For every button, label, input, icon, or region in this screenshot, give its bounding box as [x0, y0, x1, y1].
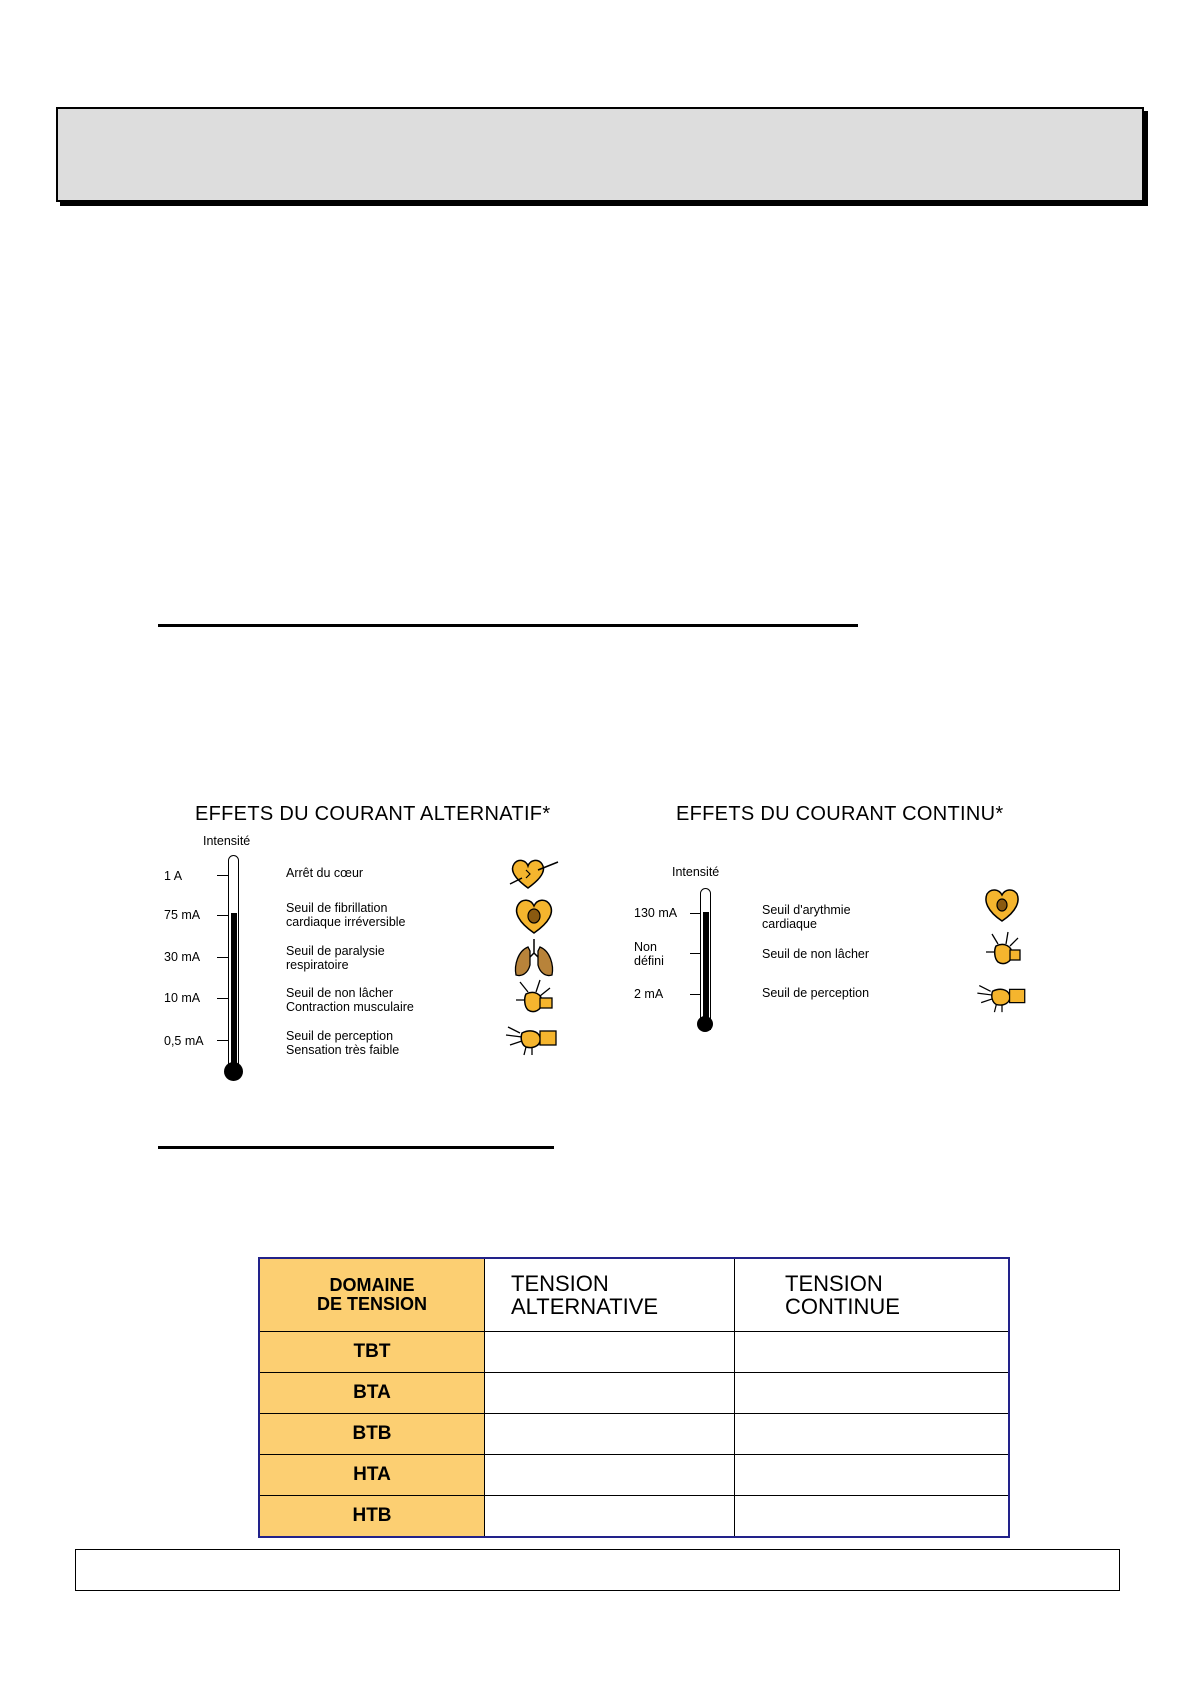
dc-level-value: Non défini — [634, 940, 664, 968]
ac-level-value: 10 mA — [164, 991, 201, 1005]
dc-panel-title: EFFETS DU COURANT CONTINU* — [676, 803, 1004, 825]
dc-level-effect: Seuil d'arythmie cardiaque — [762, 903, 851, 931]
domain-cell: HTA — [259, 1455, 485, 1496]
domain-cell: BTB — [259, 1414, 485, 1455]
hand-perception-icon — [974, 978, 1030, 1014]
dc-thermometer-mercury — [703, 912, 709, 1022]
dc-value-cell[interactable] — [735, 1455, 1010, 1496]
domain-cell: TBT — [259, 1332, 485, 1373]
table-row — [259, 1373, 1009, 1414]
dc-value-cell[interactable] — [735, 1496, 1010, 1538]
heart-fibrillation-icon — [512, 896, 556, 936]
dc-axis-label: Intensité — [672, 865, 720, 879]
title-banner — [56, 107, 1144, 202]
ac-axis-label: Intensité — [203, 834, 251, 848]
ac-level-value: 75 mA — [164, 908, 201, 922]
dc-level-effect: Seuil de non lâcher — [762, 947, 870, 961]
ac-tick-4 — [217, 998, 229, 999]
lungs-icon — [512, 937, 556, 979]
ac-level-value: 1 A — [164, 869, 183, 883]
table-row — [259, 1455, 1009, 1496]
ac-tick-5 — [217, 1040, 229, 1041]
section-underline-2 — [158, 1146, 554, 1149]
dc-value-cell[interactable] — [735, 1332, 1010, 1373]
dc-level-value: 2 mA — [634, 987, 664, 1001]
header-alternating: TENSION ALTERNATIVE — [485, 1258, 735, 1332]
dc-level-value: 130 mA — [634, 906, 678, 920]
ac-level-effect: Seuil de non lâcher Contraction musculaire — [286, 986, 414, 1014]
ac-panel-title: EFFETS DU COURANT ALTERNATIF* — [195, 803, 551, 825]
domain-cell: BTA — [259, 1373, 485, 1414]
table-row — [259, 1496, 1009, 1538]
voltage-domain-table — [258, 1257, 1010, 1538]
section-underline-1 — [158, 624, 858, 627]
heart-arrest-icon — [508, 856, 564, 892]
ac-tick-3 — [217, 957, 229, 958]
ac-tick-1 — [217, 875, 229, 876]
table-header-row — [259, 1258, 1009, 1332]
ac-value-cell[interactable] — [485, 1455, 735, 1496]
dc-level-effect: Seuil de perception — [762, 986, 870, 1000]
shocked-hand-icon — [984, 930, 1024, 970]
dc-value-cell[interactable] — [735, 1414, 1010, 1455]
ac-value-cell[interactable] — [485, 1332, 735, 1373]
dc-thermometer-bulb — [697, 1016, 713, 1032]
ac-level-effect: Seuil de fibrillation cardiaque irréversible — [286, 901, 406, 929]
header-direct: TENSION CONTINUE — [735, 1258, 1010, 1332]
hand-perception-icon — [504, 1019, 560, 1057]
ac-level-effect: Seuil de paralysie respiratoire — [286, 944, 385, 972]
table-row — [259, 1332, 1009, 1373]
header-domain: DOMAINE DE TENSION — [259, 1258, 485, 1332]
dc-tick-1 — [690, 913, 701, 914]
ac-level-value: 30 mA — [164, 950, 201, 964]
ac-value-cell[interactable] — [485, 1496, 735, 1538]
dc-tick-2 — [690, 953, 701, 954]
table-row — [259, 1414, 1009, 1455]
ac-tick-2 — [217, 915, 229, 916]
ac-value-cell[interactable] — [485, 1414, 735, 1455]
domain-cell: HTB — [259, 1496, 485, 1538]
ac-thermometer-mercury — [231, 913, 237, 1070]
dc-value-cell[interactable] — [735, 1373, 1010, 1414]
dc-tick-3 — [690, 994, 701, 995]
ac-level-value: 0,5 mA — [164, 1034, 204, 1048]
ac-value-cell[interactable] — [485, 1373, 735, 1414]
ac-thermometer-bulb — [224, 1062, 243, 1081]
shocked-hand-icon — [512, 978, 556, 1020]
ac-level-effect: Seuil de perception Sensation très faible — [286, 1029, 400, 1057]
ac-level-effect: Arrêt du cœur — [286, 866, 364, 880]
heart-arrhythmia-icon — [982, 886, 1022, 924]
footer-box — [75, 1549, 1120, 1591]
